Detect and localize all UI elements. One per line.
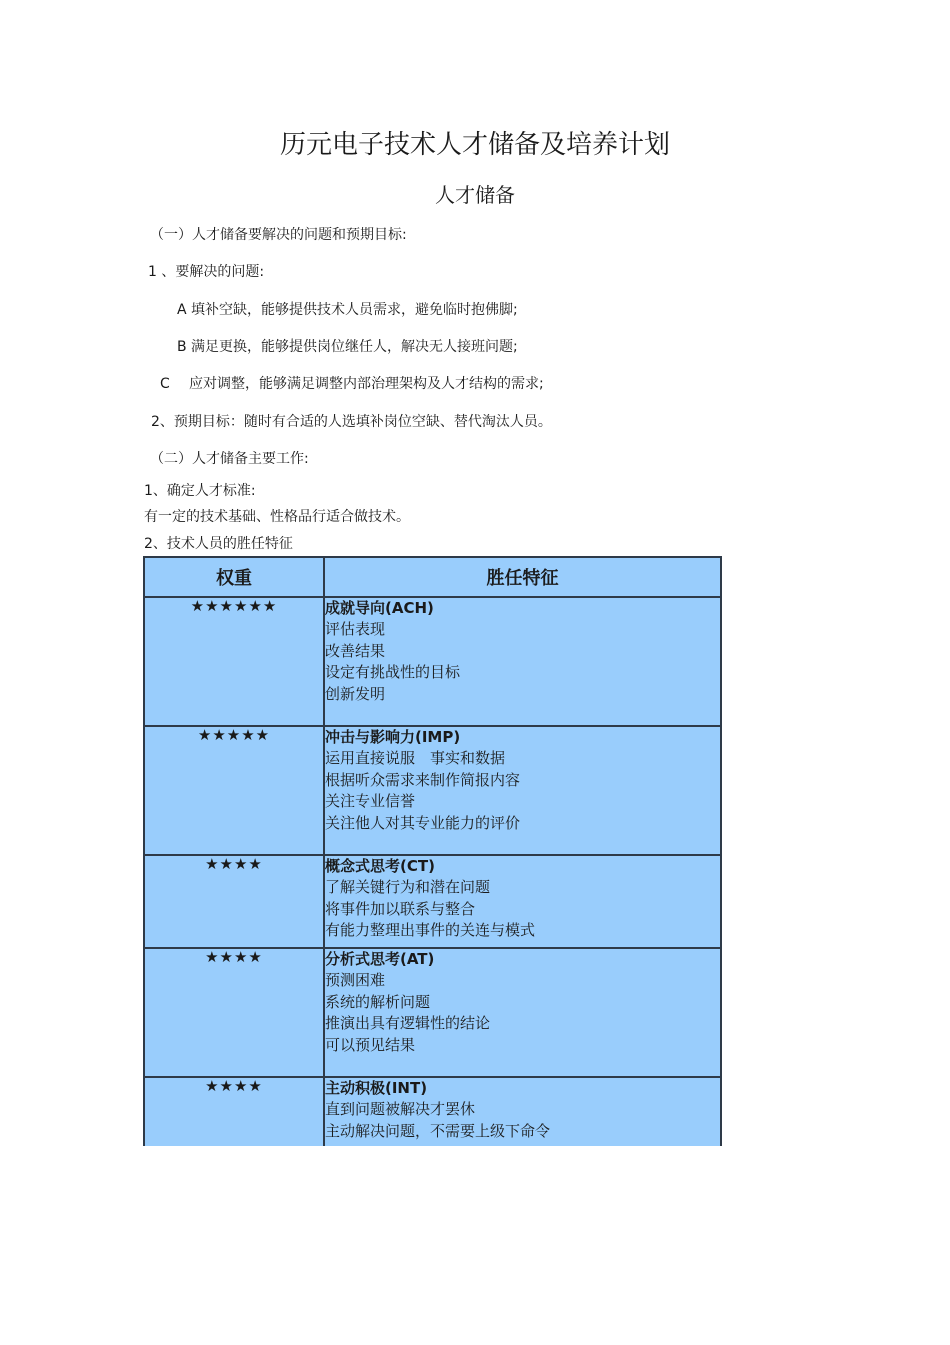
competency-name: 成就导向(ACH) xyxy=(325,599,434,617)
expected-goal: 2、预期目标：随时有合适的人选填补岗位空缺、替代淘汰人员。 xyxy=(151,414,552,430)
competency-cell xyxy=(324,597,721,726)
problem-c: 应对调整，能够满足调整内部治理架构及人才结构的需求; xyxy=(189,376,544,392)
problem-a: A 填补空缺，能够提供技术人员需求，避免临时抱佛脚; xyxy=(177,302,518,318)
competency-item: 系统的解析问题 xyxy=(325,992,431,1011)
competency-item: 改善结果 xyxy=(325,641,386,660)
competency-cell xyxy=(324,855,721,948)
competency-table xyxy=(143,556,722,1146)
document-title: 历元电子技术人才储备及培养计划 xyxy=(279,130,670,160)
competency-item: 主动解决问题，不需要上级下命令 xyxy=(325,1121,551,1140)
competency-cell xyxy=(324,948,721,1077)
weight-stars: ★★★★ xyxy=(144,855,324,948)
competency-item: 可以预见结果 xyxy=(325,1035,416,1054)
heading-part-two: （二）人才储备主要工作: xyxy=(150,451,309,467)
competency-cell xyxy=(324,1077,721,1146)
talent-standard-text: 有一定的技术基础、性格品行适合做技术。 xyxy=(144,509,410,525)
competency-cell xyxy=(324,726,721,855)
competency-item: 设定有挑战性的目标 xyxy=(325,663,461,681)
competency-name: 冲击与影响力(IMP) xyxy=(325,728,461,746)
competency-item: 创新发明 xyxy=(325,684,386,703)
competency-name: 概念式思考(CT) xyxy=(325,857,435,875)
table-row xyxy=(144,1077,721,1146)
weight-stars: ★★★★★★ xyxy=(144,597,324,726)
competency-item: 了解关键行为和潜在问题 xyxy=(325,878,491,896)
competency-item: 运用直接说服 事实和数据 xyxy=(325,749,506,767)
competency-item: 直到问题被解决才罢休 xyxy=(325,1100,476,1118)
problem-c-letter: C xyxy=(160,376,170,392)
competency-item: 根据听众需求来制作简报内容 xyxy=(325,770,521,789)
competency-name: 主动积极(INT) xyxy=(325,1079,428,1097)
competency-item: 推演出具有逻辑性的结论 xyxy=(325,1014,491,1032)
section-subtitle: 人才储备 xyxy=(435,183,515,207)
heading-problems: 1 、要解决的问题: xyxy=(148,264,265,280)
heading-talent-standard: 1、确定人才标准: xyxy=(144,483,256,499)
weight-stars: ★★★★ xyxy=(144,948,324,1077)
competency-item: 预测困难 xyxy=(325,971,386,989)
competency-item: 将事件加以联系与整合 xyxy=(325,899,476,918)
competency-item: 关注他人对其专业能力的评价 xyxy=(325,813,521,832)
competency-item: 评估表现 xyxy=(325,620,386,638)
table-header-row xyxy=(144,557,721,597)
competency-name: 分析式思考(AT) xyxy=(325,950,435,968)
competency-item: 关注专业信誉 xyxy=(325,792,416,810)
table-row xyxy=(144,726,721,855)
heading-competency: 2、技术人员的胜任特征 xyxy=(144,536,293,552)
table-row xyxy=(144,597,721,726)
weight-stars: ★★★★ xyxy=(144,1077,324,1146)
weight-stars: ★★★★★ xyxy=(144,726,324,855)
problem-b: B 满足更换，能够提供岗位继任人，解决无人接班问题; xyxy=(177,339,518,355)
competency-item: 有能力整理出事件的关连与模式 xyxy=(325,921,536,939)
heading-part-one: （一）人才储备要解决的问题和预期目标: xyxy=(150,227,407,243)
table-row xyxy=(144,855,721,948)
table-row xyxy=(144,948,721,1077)
header-competency: 胜任特征 xyxy=(324,557,721,597)
header-weight: 权重 xyxy=(144,557,324,597)
